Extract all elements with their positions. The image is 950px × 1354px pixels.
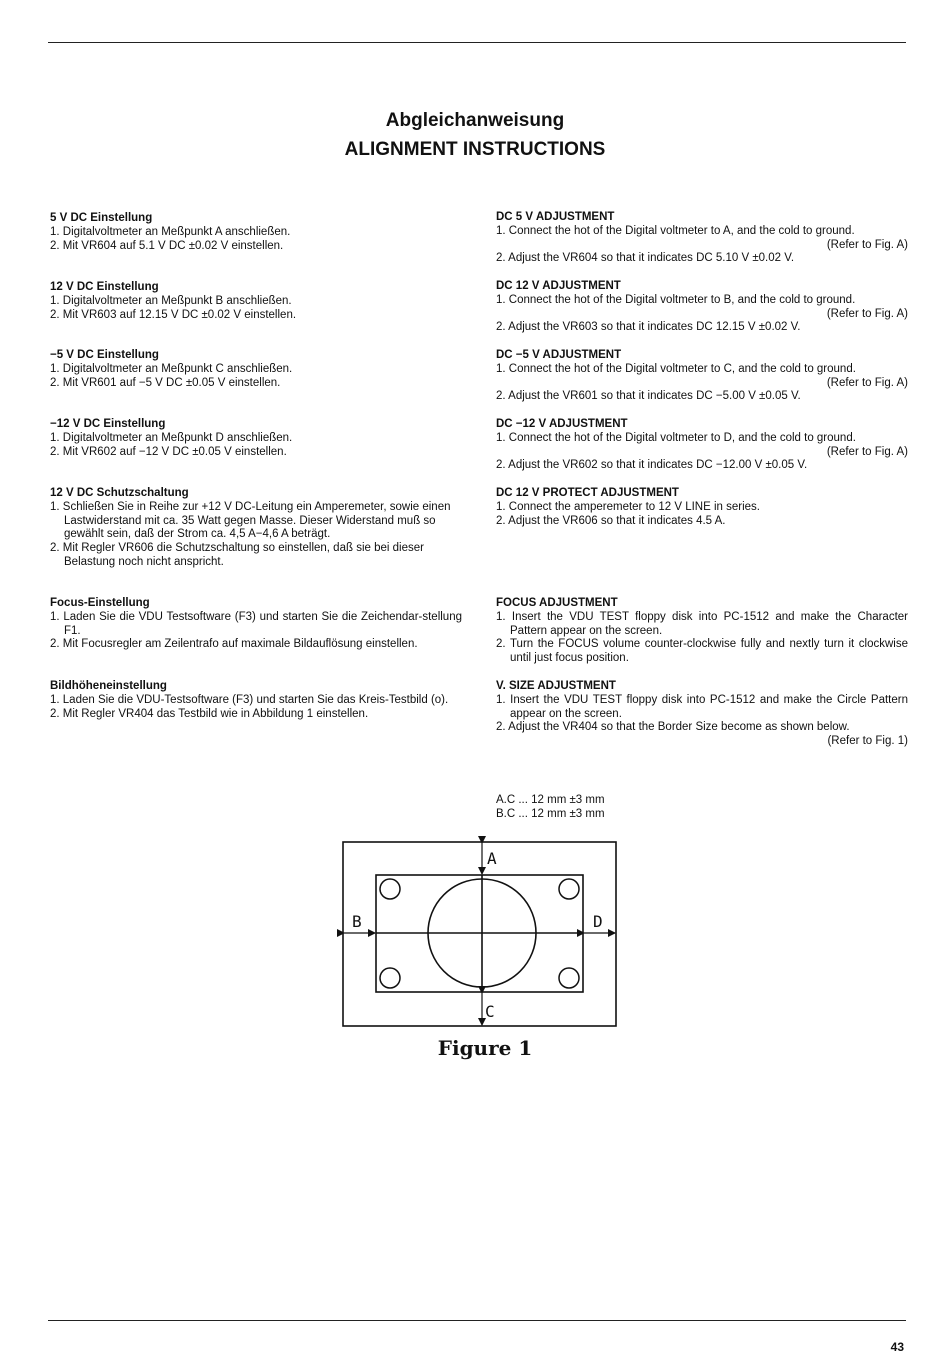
section-12v-en <box>496 280 908 335</box>
step-1: 1. Digitalvoltmeter an Meßpunkt D anschließen. <box>50 431 293 444</box>
section-vsize-en <box>496 680 908 749</box>
step-1: 1. Digitalvoltmeter an Meßpunkt B anschließen. <box>50 294 292 307</box>
section-minus5v-de <box>50 349 462 390</box>
step-2: 2. Adjust the VR603 so that it indicates DC 12.15 V ±0.02 V. <box>496 321 801 334</box>
label-c: C <box>485 1002 495 1021</box>
section-protect-de <box>50 487 462 570</box>
screen-outer-border <box>343 842 616 1026</box>
step-2: 2. Adjust the VR602 so that it indicates DC −12.00 V ±0.05 V. <box>496 459 808 472</box>
figure-reference: (Refer to Fig. A) <box>826 376 908 389</box>
step-2: 2. Mit Focusregler am Zeilentrafo auf maximale Bildauflösung einstellen. <box>50 638 418 651</box>
step-2: 2. Turn the FOCUS volume counter-clockwise fully and nextly turn it clockwise until just focus position. <box>496 638 908 665</box>
section-heading: DC −12 V ADJUSTMENT <box>496 418 628 430</box>
section-heading: DC 12 V ADJUSTMENT <box>496 280 621 292</box>
step-1: 1. Laden Sie die VDU-Testsoftware (F3) und starten Sie das Kreis-Testbild (o). <box>50 693 449 706</box>
step-1: 1. Connect the hot of the Digital voltmeter to B, and the cold to ground. <box>496 293 856 306</box>
step-1: 1. Digitalvoltmeter an Meßpunkt C anschließen. <box>50 362 293 375</box>
corner-circle-top-right <box>559 879 579 899</box>
note-bc: B.C ... 12 mm ±3 mm <box>496 807 605 820</box>
section-5v-de <box>50 212 462 253</box>
step-1: 1. Insert the VDU TEST floppy disk into PC-1512 and make the Circle Pattern appear on the screen. <box>496 693 908 720</box>
step-1: 1. Laden Sie die VDU Testsoftware (F3) und starten Sie die Zeichendar-stellung F1. <box>50 610 462 637</box>
step-2: 2. Adjust the VR606 so that it indicates 4.5 A. <box>496 514 726 527</box>
step-1: 1. Connect the hot of the Digital voltmeter to C, and the cold to ground. <box>496 362 856 375</box>
figure-reference: (Refer to Fig. A) <box>826 238 908 251</box>
section-minus12v-de <box>50 418 462 459</box>
section-heading: Focus-Einstellung <box>50 597 150 609</box>
section-heading: FOCUS ADJUSTMENT <box>496 597 618 609</box>
section-focus-de <box>50 597 462 652</box>
page-number: 43 <box>890 1340 904 1354</box>
figure-1-diagram <box>330 835 630 1035</box>
section-heading: DC −5 V ADJUSTMENT <box>496 349 622 361</box>
section-minus12v-en <box>496 418 908 473</box>
section-heading: 12 V DC Einstellung <box>50 281 159 293</box>
section-protect-en <box>496 487 908 528</box>
step-1: 1. Connect the hot of the Digital voltmeter to A, and the cold to ground. <box>496 224 855 237</box>
step-2: 2. Adjust the VR404 so that the Border Size become as shown below. <box>496 721 850 734</box>
top-rule <box>48 42 906 43</box>
section-heading: Bildhöheneinstellung <box>50 680 167 692</box>
step-2: 2. Adjust the VR601 so that it indicates DC −5.00 V ±0.05 V. <box>496 390 801 403</box>
note-ac: A.C ... 12 mm ±3 mm <box>496 794 605 806</box>
section-focus-en <box>496 597 908 666</box>
step-2: 2. Mit VR603 auf 12.15 V DC ±0.02 V einstellen. <box>50 308 297 321</box>
section-height-de <box>50 680 462 721</box>
section-heading: DC 12 V PROTECT ADJUSTMENT <box>496 487 679 499</box>
section-heading: 12 V DC Schutzschaltung <box>50 487 189 499</box>
page-title-english: ALIGNMENT INSTRUCTIONS <box>344 139 606 160</box>
figure-reference: (Refer to Fig. A) <box>826 307 908 320</box>
step-1: 1. Connect the amperemeter to 12 V LINE in series. <box>496 500 760 513</box>
label-b: B <box>352 912 362 931</box>
page-title-german: Abgleichanweisung <box>385 110 565 131</box>
border-size-notes <box>496 794 605 822</box>
section-heading: V. SIZE ADJUSTMENT <box>496 680 616 692</box>
section-5v-en <box>496 211 908 266</box>
step-1: 1. Schließen Sie in Reihe zur +12 V DC-Leitung ein Amperemeter, sowie einen Lastwiderstand mit ca. 35 Watt gegen Masse. Dieser Widerstand muß so gewählt sein, daß der Strom ca. 4,5 A−4,6 A beträgt. <box>50 500 451 541</box>
label-d: D <box>593 912 603 931</box>
bottom-rule <box>48 1320 906 1321</box>
step-2: 2. Mit Regler VR606 die Schutzschaltung so einstellen, daß sie bei dieser Belastung noch nicht anspricht. <box>50 542 424 568</box>
step-2: 2. Mit Regler VR404 das Testbild wie in Abbildung 1 einstellen. <box>50 707 369 720</box>
section-heading: DC 5 V ADJUSTMENT <box>496 211 615 223</box>
section-minus5v-en <box>496 349 908 404</box>
section-heading: −12 V DC Einstellung <box>50 418 166 430</box>
corner-circle-bottom-left <box>380 968 400 988</box>
step-2: 2. Mit VR601 auf −5 V DC ±0.05 V einstellen. <box>50 376 281 389</box>
figure-reference: (Refer to Fig. 1) <box>827 735 908 748</box>
section-12v-de <box>50 281 462 322</box>
step-1: 1. Digitalvoltmeter an Meßpunkt A anschließen. <box>50 225 291 238</box>
step-2: 2. Mit VR604 auf 5.1 V DC ±0.02 V einstellen. <box>50 239 284 252</box>
section-heading: 5 V DC Einstellung <box>50 212 153 224</box>
corner-circle-top-left <box>380 879 400 899</box>
step-1: 1. Insert the VDU TEST floppy disk into PC-1512 and make the Character Pattern appear on the screen. <box>496 610 908 637</box>
section-heading: −5 V DC Einstellung <box>50 349 159 361</box>
step-2: 2. Mit VR602 auf −12 V DC ±0.05 V einstellen. <box>50 445 287 458</box>
label-a: A <box>487 849 497 868</box>
figure-caption: Figure 1 <box>437 1036 533 1060</box>
figure-reference: (Refer to Fig. A) <box>826 445 908 458</box>
step-1: 1. Connect the hot of the Digital voltmeter to D, and the cold to ground. <box>496 431 856 444</box>
step-2: 2. Adjust the VR604 so that it indicates DC 5.10 V ±0.02 V. <box>496 252 795 265</box>
corner-circle-bottom-right <box>559 968 579 988</box>
